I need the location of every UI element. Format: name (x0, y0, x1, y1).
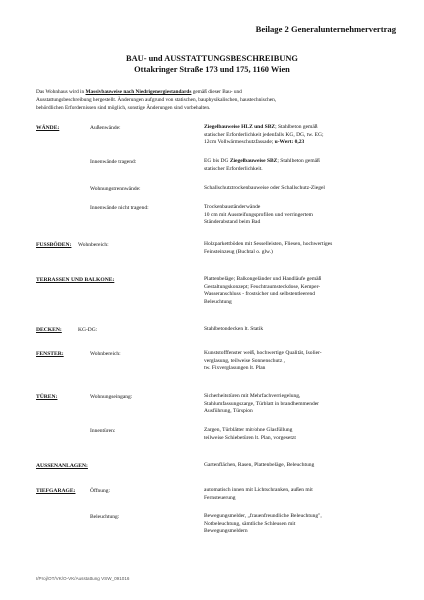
label-aussenwaende: Außenwände: (90, 125, 121, 131)
label-beleuchtung: Beleuchtung: (90, 514, 120, 520)
section-waende: WÄNDE: (36, 125, 60, 131)
section-tiefgarage: TIEFGARAGE: (36, 488, 76, 494)
value-aussenanlagen (204, 462, 396, 470)
value-bold: u-Wert: 0,23 (274, 139, 305, 146)
label-oeffnung: Öffnung: (90, 488, 111, 494)
value-text: Notbeleuchtung, sämtliche Schleusen mit (204, 520, 296, 527)
value-text: EG bis DG (204, 158, 230, 164)
intro-emphasis: Massivbauweise nach Niedrigenergiestandards (85, 89, 192, 95)
document-footer: I/Proj/OT/VK/O-VK/Ausstattung VSW_091016 (36, 576, 130, 581)
value-text: Zargen, Türblätter mit/ohne Glasfüllung (204, 427, 293, 433)
value-beleuchtung (204, 513, 396, 536)
section-decken: DECKEN: (36, 327, 62, 333)
value-text: Kunststofffenster weiß, hochwertige Qualität, Isolier- (204, 350, 322, 356)
intro-line-1 (36, 88, 396, 96)
value-aussenwaende (204, 124, 396, 147)
value-text: Ständerabstand beim Bad (204, 219, 261, 226)
value-text: Feinsteinzeug (Buchtal o. glw.) (204, 248, 273, 255)
intro-text: Das Wohnhaus wird in (36, 89, 86, 95)
value-innenwaende-tragend (204, 158, 396, 173)
value-fussboeden (204, 241, 396, 256)
section-fussboeden: FUSSBÖDEN: (36, 242, 72, 248)
value-bold: Ziegelbauweise SBZ (229, 158, 278, 164)
intro-line-2: Ausstattungsbeschreibung hergestellt. Änderungen aufgrund von statischen, bauphysikalischen, haustechnischen, (36, 97, 277, 104)
value-text: Plattenbeläge; Balkongeländer und Handläufe gemäß (204, 276, 322, 282)
value-text: Sicherheitstüren mit Mehrfachverriegelung, (204, 393, 301, 399)
section-aussenanlagen: AUSSENANLAGEN: (36, 463, 88, 469)
value-wohnungseingang (204, 393, 396, 416)
label-wohnungseingang: Wohnungseingang: (90, 394, 133, 400)
section-fenster: FENSTER: (36, 351, 64, 357)
intro-line-3: behördlichen Erfordernissen sind möglich, sonstige Änderungen sind vorbehalten. (36, 105, 211, 112)
value-text: Holzparkettböden mit Sesselleisten, Fliesen, hochwertiges (204, 241, 333, 247)
label-kg-dg: KG-DG: (78, 327, 98, 333)
document-header: Beilage 2 Generalunternehmervertrag (255, 24, 396, 34)
value-wohnungstrennwaende (204, 185, 396, 193)
document-title: BAU- und AUSSTATTUNGSBESCHREIBUNG (126, 54, 298, 63)
label-wohnungstrennwaende: Wohnungstrennwände: (90, 186, 141, 192)
section-tueren: TÜREN: (36, 394, 58, 400)
value-fenster (204, 350, 396, 373)
value-text: Fernsteuerung (204, 494, 236, 501)
value-text: Bewegungsmelder, „frauenfreundliche Beleuchtung", (204, 513, 322, 519)
intro-text: gemäß dieser Bau- und (191, 89, 242, 95)
value-text: Gartenflächen, Rasen, Plattenbeläge, Beleuchtung (204, 462, 315, 468)
value-bold: Ziegelbauweise HLZ und SBZ (204, 124, 276, 130)
value-text: Stahlbetondecken lt. Statik (204, 326, 264, 332)
value-text: Stahlumfassungszarge, Türblatt in brandhemmender (204, 400, 319, 407)
value-oeffnung (204, 487, 396, 502)
value-text: Beleuchtung (204, 298, 232, 305)
value-text: Schallschutztrockenbauweise oder Schallschutz-Ziegel (204, 185, 325, 191)
label-innenwaende-nicht-tragend: Innenwände nicht tragend: (90, 205, 149, 211)
value-text: Trockenbauständerwände (204, 204, 261, 210)
value-decken (204, 326, 396, 334)
value-terrassen-balkone (204, 276, 396, 306)
value-text: Bewegungsmeldern (204, 528, 248, 535)
label-innenwaende-tragend: Innenwände tragend: (90, 159, 137, 165)
value-text: statischer Erforderlichkeit. (204, 165, 263, 172)
value-text: tw. Fixverglasungen lt. Plan (204, 365, 266, 372)
value-text: 10 cm mit Aussteifungsprofilen und verringertem (204, 211, 313, 218)
value-innenwaende-nicht-tragend (204, 204, 396, 227)
label-wohnbereich: Wohnbereich: (78, 242, 109, 248)
value-text: automatisch innen mit Lichtschranken, außen mit (204, 487, 313, 493)
section-terrassen-balkone: TERRASSEN UND BALKONE: (36, 277, 115, 283)
value-text: teilweise Schiebetüren lt. Plan, vorgesetzt (204, 434, 296, 441)
value-text: 12cm Vollwärmeschutzfassade; (204, 139, 275, 146)
value-text: Gestaltungskonzept; Feuchtraumsteckdose, Kemper- (204, 283, 321, 290)
document-subtitle: Ottakringer Straße 173 und 175, 1160 Wien (134, 65, 290, 74)
intro-paragraph (36, 88, 396, 113)
value-innentueren (204, 427, 396, 442)
value-text: statischer Erforderlichkeit jedenfalls KG, DG, tw. EG; (204, 131, 324, 138)
value-text: verglasung, teilweise Sonnenschutz , (204, 357, 286, 364)
value-text: Wasseranschluss - frostsicher und selbstentleerend (204, 291, 316, 298)
value-text: Ausführung, Türspion (204, 408, 253, 415)
label-innentueren: Innentüren: (90, 428, 116, 434)
label-fenster-wohnbereich: Wohnbereich: (90, 351, 121, 357)
value-text: ; Stahlbeton gemäß (275, 124, 318, 130)
value-text: ; Stahlbeton gemäß (277, 158, 320, 164)
